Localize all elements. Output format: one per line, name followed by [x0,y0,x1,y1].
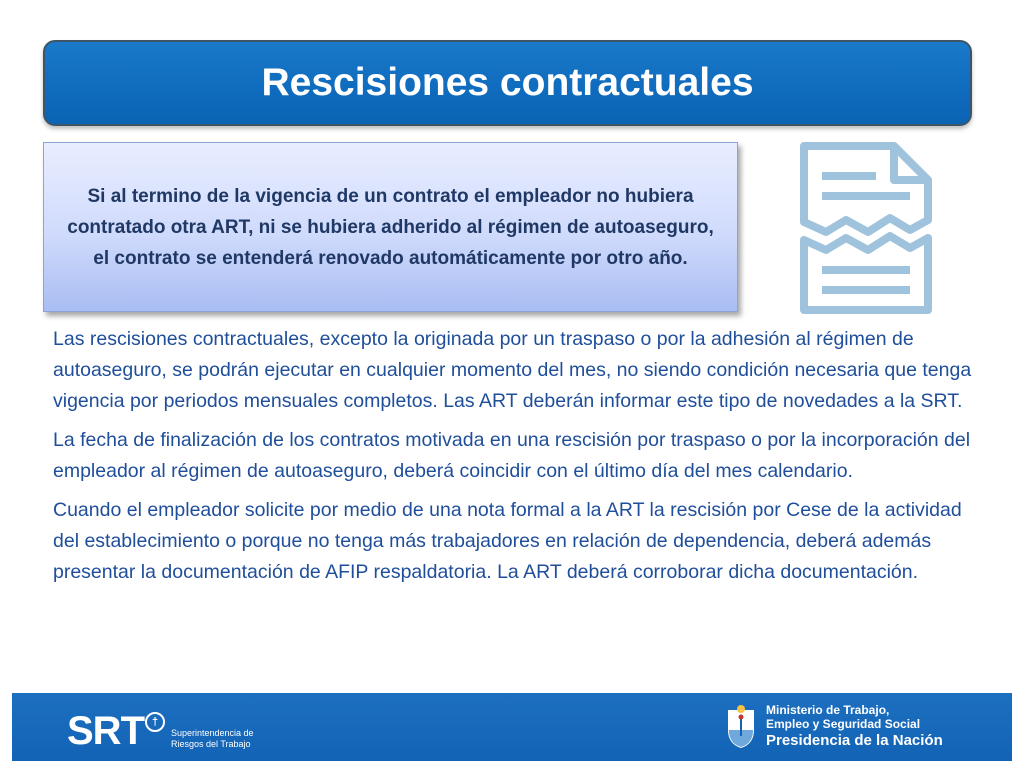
ministry-text [766,703,943,750]
srt-cross-icon: † [145,712,165,732]
paragraph-1: Las rescisiones contractuales, excepto la originada por un traspaso o por la adhesión al régimen de autoaseguro, se podrán ejecutar en cualquier momento del mes, no siendo condición necesaria que tenga vigencia por periodos mensuales completos. Las ART deberán informar este tipo de novedades a la SRT. [53,328,972,412]
body-text [53,324,983,596]
srt-logo [67,709,254,754]
ministry-logo [724,703,943,750]
slide-title: Rescisiones contractuales [261,61,754,104]
srt-subtitle [171,728,254,750]
callout-text: Si al termino de la vigencia de un contrato el empleador no hubiera contratado otra ART, ni se hubiera adherido al régimen de autoaseguro, el contrato se entenderá renovado automáticamente por otro año. [67,185,714,269]
footer-bar [12,693,1012,761]
ministry-line1: Ministerio de Trabajo, [766,703,890,717]
paragraph-3: Cuando el empleador solicite por medio de una nota formal a la ART la rescisión por Cese de la actividad del establecimiento o porque no tenga más trabajadores en relación de dependencia, deberá además presentar la documentación de AFIP respaldatoria. La ART deberá corroborar dicha documentación. [53,499,962,583]
ministry-line3: Presidencia de la Nación [766,732,943,749]
paragraph-2: La fecha de finalización de los contratos motivada en una rescisión por traspaso o por la incorporación del empleador al régimen de autoaseguro, deberá coincidir con el último día del mes calendario. [53,429,971,482]
ministry-line2: Empleo y Seguridad Social [766,717,921,731]
srt-subtitle-line1: Superintendencia de [171,727,254,738]
argentina-coat-of-arms-icon [724,704,758,750]
slide-title-bar [43,40,972,126]
torn-document-icon [798,142,932,314]
callout-box [43,142,738,312]
srt-wordmark: SRT [67,709,144,753]
srt-subtitle-line2: Riesgos del Trabajo [171,738,251,749]
